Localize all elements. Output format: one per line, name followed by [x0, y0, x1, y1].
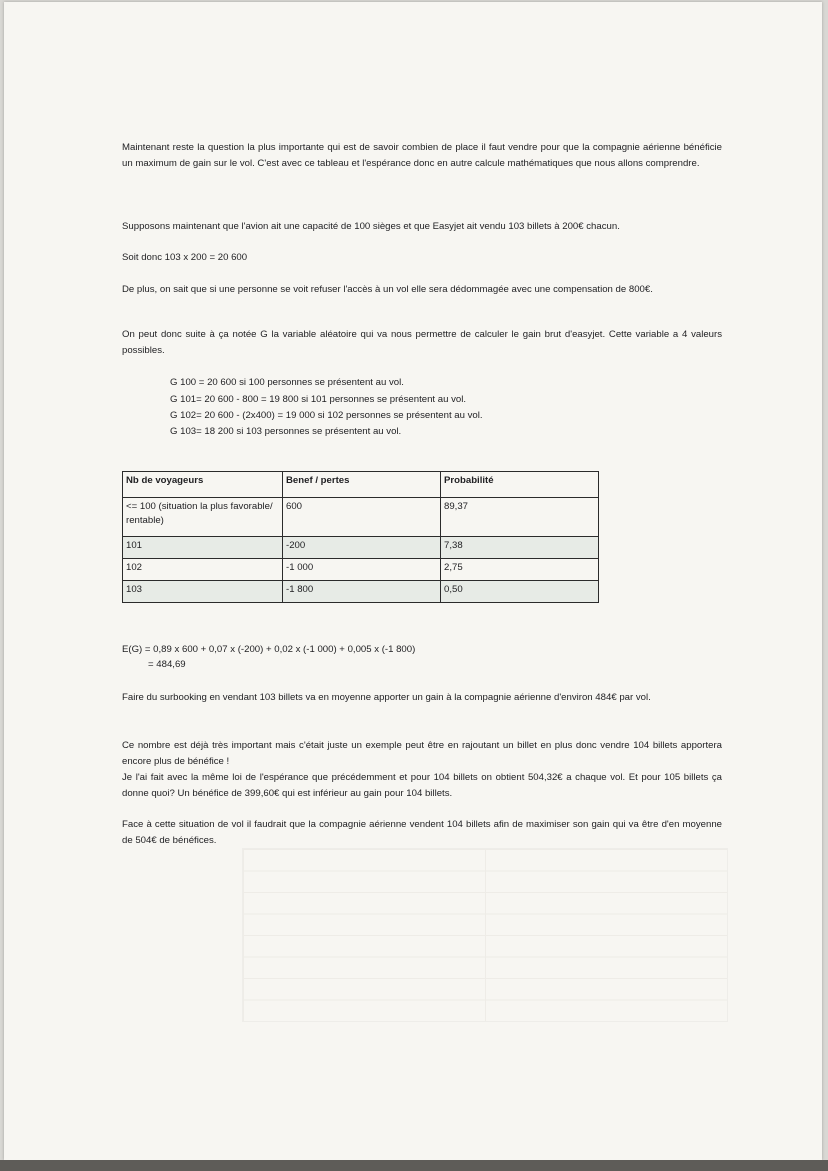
- expectation-formula: E(G) = 0,89 x 600 + 0,07 x (-200) + 0,02 x (-1 000) + 0,005 x (-1 800): [122, 644, 416, 655]
- table-header-row: [123, 472, 599, 498]
- cell-proba: 7,38: [441, 537, 599, 559]
- compensation-paragraph: De plus, on sait que si une personne se voit refuser l'accès à un vol elle sera dédommagée avec une compensation de 800€.: [122, 284, 653, 295]
- header-benef-pertes: Benef / pertes: [283, 472, 441, 498]
- g-value-101: G 101= 20 600 - 800 = 19 800 si 101 personnes se présentent au vol.: [170, 394, 467, 405]
- intro-paragraph: Maintenant reste la question la plus importante qui est de savoir combien de place il faut vendre pour que la compagnie aérienne bénéficie un maximum de gain sur le vol. C'est avec ce tableau et l'espérance donc en autre calcule mathématiques que nous allons comprendre.: [122, 142, 722, 169]
- capacity-paragraph: Supposons maintenant que l'avion ait une capacité de 100 sièges et que Easyjet ait vendu 103 billets à 200€ chacun.: [122, 221, 620, 232]
- table-row: [123, 498, 599, 537]
- table-row: [123, 559, 599, 581]
- faint-bleed-through-grid: [242, 848, 728, 1022]
- cell-voyageurs: 101: [123, 537, 283, 559]
- g-value-100: G 100 = 20 600 si 100 personnes se présentent au vol.: [170, 377, 404, 388]
- cell-benef: 600: [283, 498, 441, 537]
- cell-proba: 2,75: [441, 559, 599, 581]
- cell-benef: -200: [283, 537, 441, 559]
- cell-benef: -1 800: [283, 581, 441, 603]
- document-page: [4, 2, 822, 1160]
- header-nb-voyageurs: Nb de voyageurs: [123, 472, 283, 498]
- expectation-result: = 484,69: [148, 659, 186, 670]
- random-variable-paragraph: On peut donc suite à ça notée G la variable aléatoire qui va nous permettre de calculer le gain brut d'easyjet. Cette variable a 4 valeurs possibles.: [122, 329, 722, 356]
- cell-voyageurs: <= 100 (situation la plus favorable/ rentable): [123, 498, 283, 537]
- comparison-paragraph: Je l'ai fait avec la même loi de l'espérance que précédemment et pour 104 billets on obtient 504,32€ a chaque vol. Et pour 105 billets ça donne quoi? Un bénéfice de 399,60€ qui est inférieur au gain pour 104 billets.: [122, 772, 722, 799]
- conclusion-paragraph: Face à cette situation de vol il faudrait que la compagnie aérienne vendent 104 billets afin de maximiser son gain qui va être d'en moyenne de 504€ de bénéfices.: [122, 819, 722, 846]
- header-probabilite: Probabilité: [441, 472, 599, 498]
- cell-benef: -1 000: [283, 559, 441, 581]
- extra-ticket-paragraph: Ce nombre est déjà très important mais c'était juste un exemple peut être en rajoutant un billet en plus donc vendre 104 billets apportera encore plus de bénéfice !: [122, 740, 722, 767]
- table-row: [123, 537, 599, 559]
- revenue-line: Soit donc 103 x 200 = 20 600: [122, 252, 248, 263]
- scan-bottom-edge: [0, 1160, 828, 1171]
- cell-voyageurs: 103: [123, 581, 283, 603]
- table-row: [123, 581, 599, 603]
- cell-proba: 89,37: [441, 498, 599, 537]
- g-value-103: G 103= 18 200 si 103 personnes se présentent au vol.: [170, 426, 402, 437]
- probability-table: [122, 471, 599, 603]
- g-value-102: G 102= 20 600 - (2x400) = 19 000 si 102 personnes se présentent au vol.: [170, 410, 483, 421]
- cell-voyageurs: 102: [123, 559, 283, 581]
- cell-proba: 0,50: [441, 581, 599, 603]
- surbooking-paragraph: Faire du surbooking en vendant 103 billets va en moyenne apporter un gain à la compagnie aérienne d'environ 484€ par vol.: [122, 692, 651, 703]
